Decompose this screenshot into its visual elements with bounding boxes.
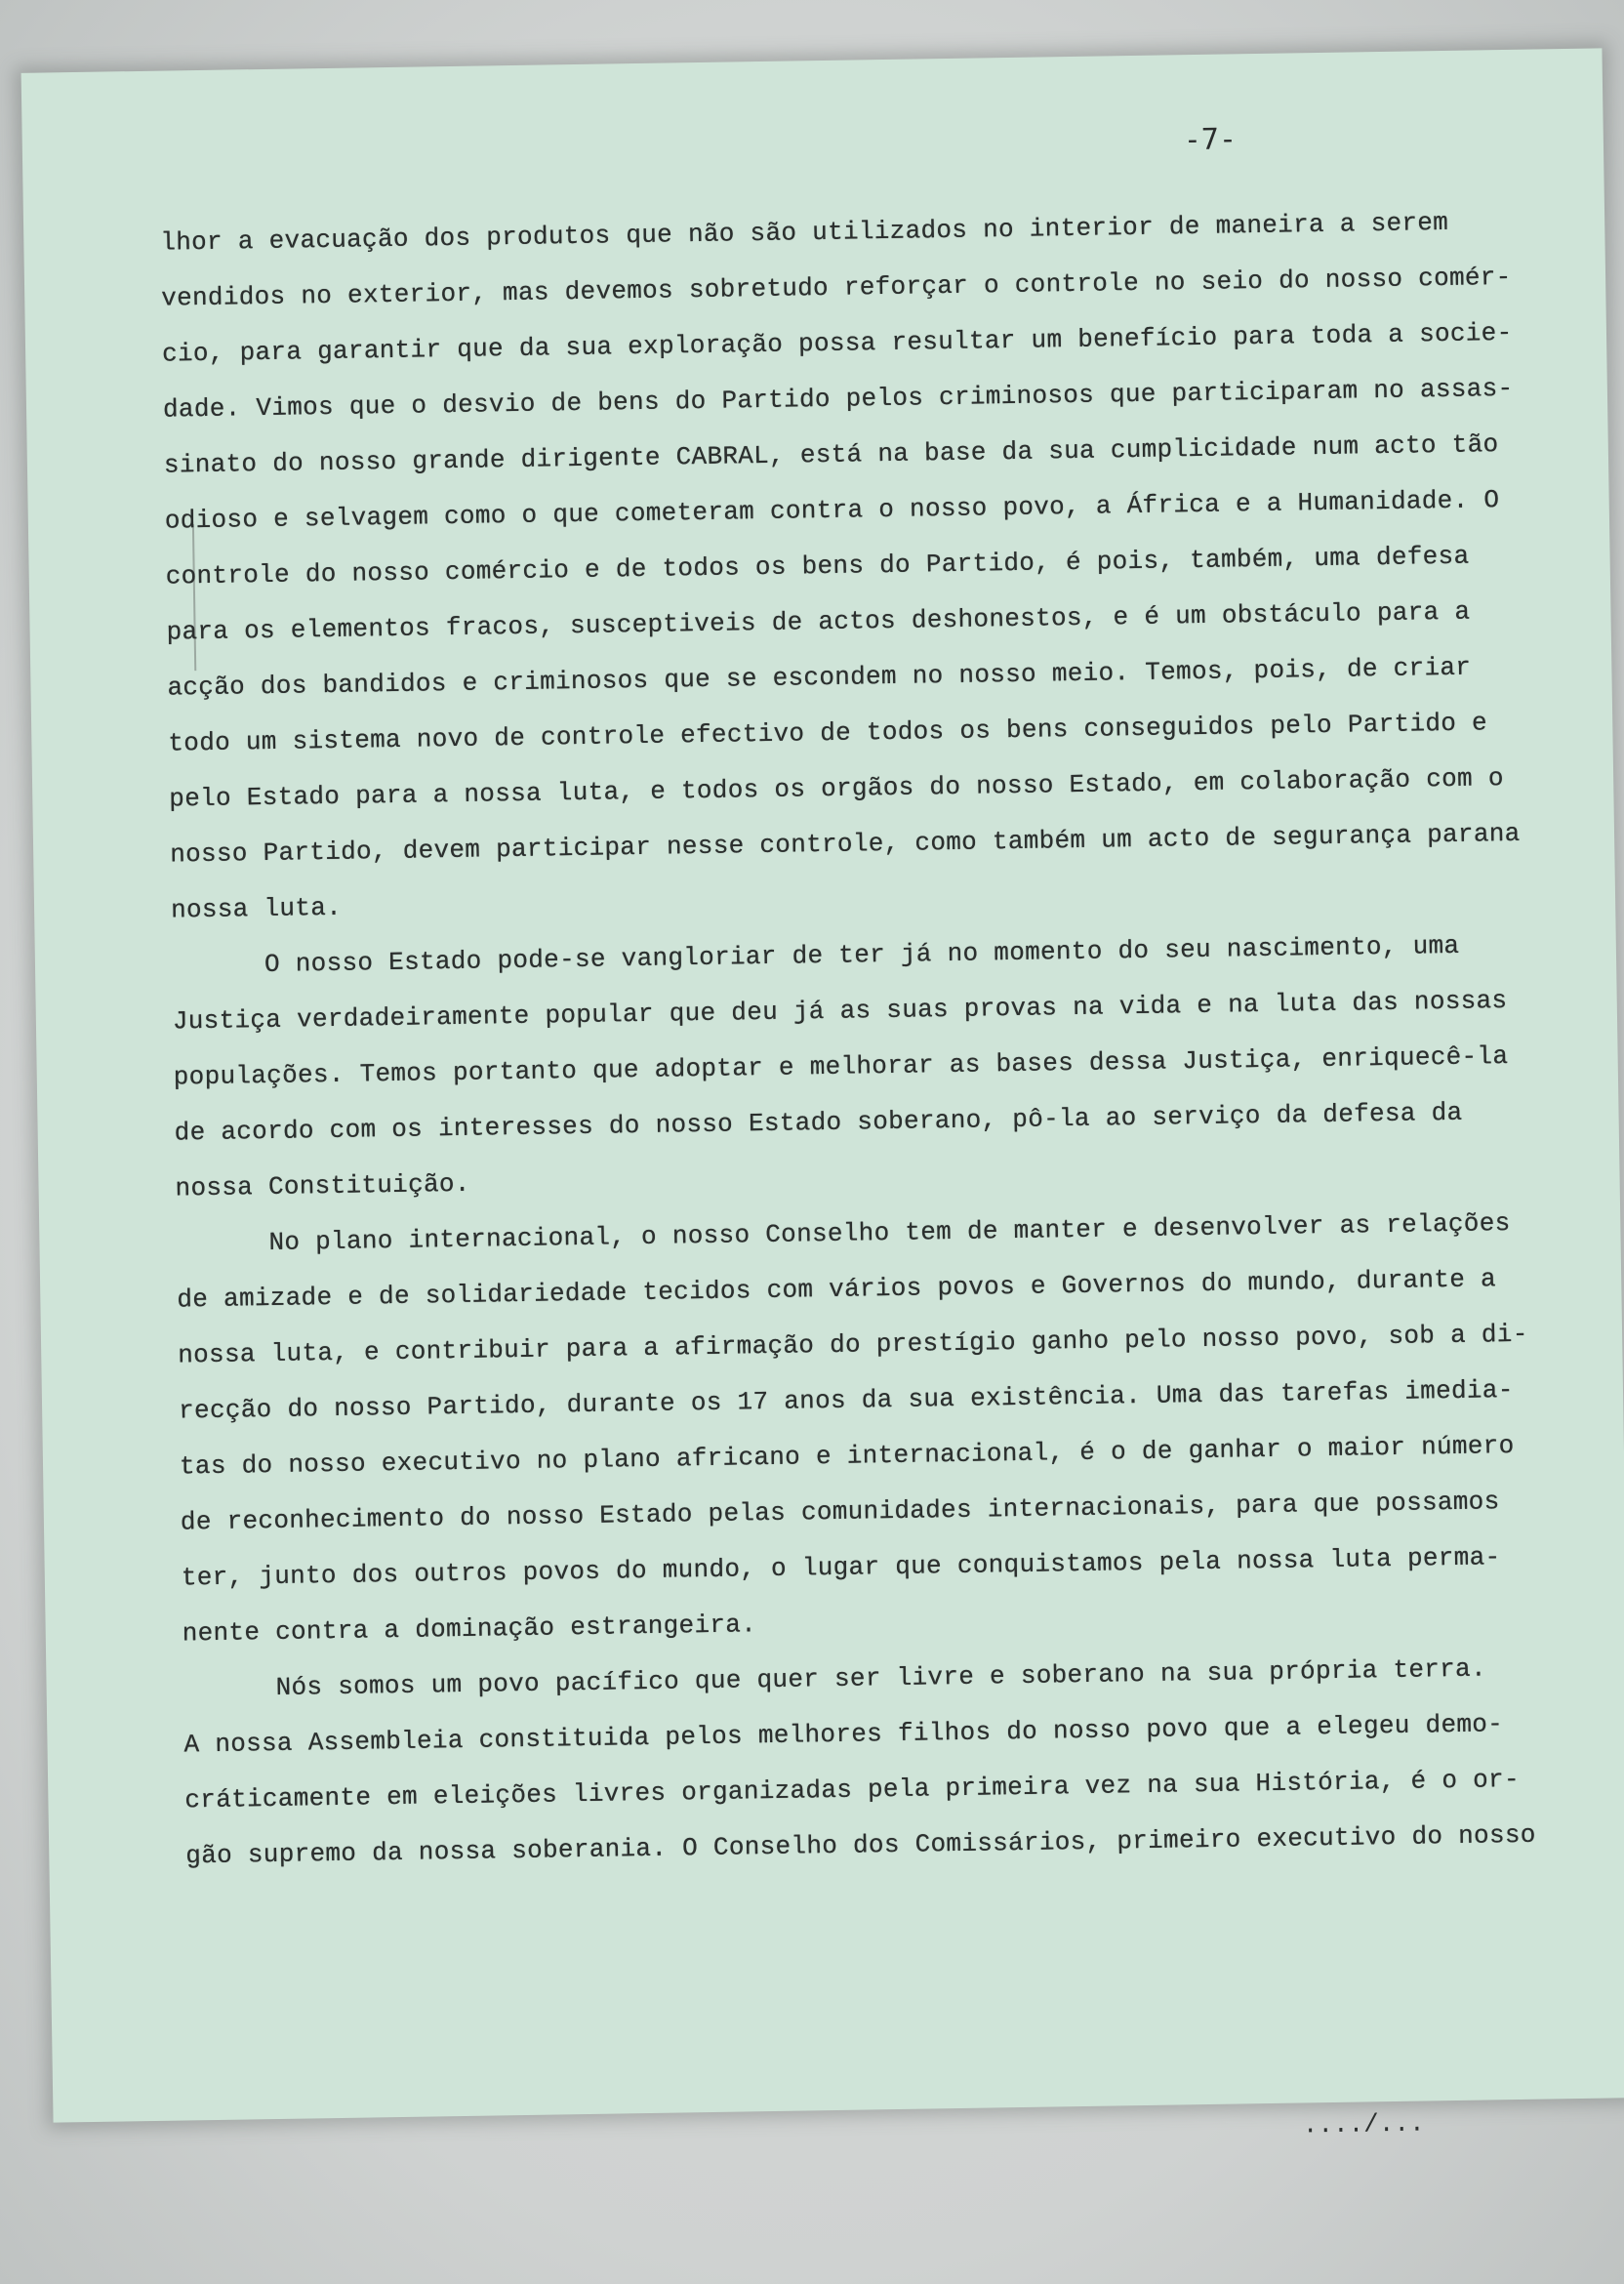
- text-line: nossa luta.: [170, 892, 343, 925]
- text-line: cio, para garantir que da sua exploração possa resultar um benefício para toda a socie-: [161, 317, 1513, 369]
- text-line: de amizade e de solidariedade tecidos com vários povos e Governos do mundo, durante a: [177, 1264, 1497, 1315]
- text-line: A nossa Assembleia constituida pelos melhores filhos do nosso povo que a elegeu demo-: [183, 1709, 1504, 1760]
- document-body: [160, 193, 1592, 1884]
- paragraph-start-line: O nosso Estado pode-se vangloriar de ter já no momento do seu nascimento, uma: [264, 930, 1460, 980]
- text-line: de reconhecimento do nosso Estado pelas comunidades internacionais, para que possamos: [180, 1487, 1500, 1537]
- text-line: de acordo com os interesses do nosso Estado soberano, pô-la ao serviço da defesa da: [174, 1097, 1463, 1148]
- text-line: ter, junto dos outros povos do mundo, o lugar que conquistamos pela nossa luta perma-: [181, 1542, 1501, 1593]
- text-line: todo um sistema novo de controle efectivo de todos os bens conseguidos pelo Partido e: [168, 708, 1488, 758]
- text-line: tas do nosso executivo no plano africano e internacional, é o de ganhar o maior número: [179, 1430, 1515, 1482]
- text-line: acção dos bandidos e criminosos que se escondem no nosso meio. Temos, pois, de criar: [167, 652, 1472, 703]
- text-line: nente contra a dominação estrangeira.: [182, 1610, 757, 1649]
- page-number: -7-: [1183, 122, 1238, 158]
- text-line: nossa luta, e contribuir para a afirmação do prestígio ganho pelo nosso povo, sob a di-: [178, 1319, 1528, 1370]
- text-line: nosso Partido, devem participar nesse controle, como também um acto de segurança parana: [169, 818, 1521, 870]
- text-line: sinato do nosso grande dirigente CABRAL, está na base da sua cumplicidade num acto tão: [163, 429, 1499, 480]
- text-line: dade. Vimos que o desvio de bens do Partido pelos criminosos que participaram no assas-: [162, 373, 1514, 425]
- text-line: pelo Estado para a nossa luta, e todos os orgãos do nosso Estado, em colaboração com o: [169, 763, 1504, 814]
- document-page: [21, 48, 1624, 2141]
- text-line: controle do nosso comércio e de todos os bens do Partido, é pois, também, uma defesa: [165, 541, 1470, 591]
- paragraph-start-line: Nós somos um povo pacífico que quer ser livre e soberano na sua própria terra.: [275, 1653, 1487, 1702]
- text-line: cráticamente em eleições livres organizadas pela primeira vez na sua História, é o or-: [184, 1764, 1521, 1815]
- text-line: vendidos no exterior, mas devemos sobretudo reforçar o controle no seio do nosso comér-: [161, 262, 1512, 313]
- text-line: gão supremo da nossa soberania. O Conselho dos Comissários, primeiro executivo do nosso: [185, 1819, 1536, 1871]
- text-line: nossa Constituição.: [175, 1168, 470, 1203]
- text-line: recção do nosso Partido, durante os 17 anos da sua existência. Uma das tarefas imedia-: [178, 1375, 1514, 1426]
- text-line: odioso e selvagem como o que cometeram contra o nosso povo, a África e a Humanidade. O: [164, 485, 1500, 536]
- text-line: Justiça verdadeiramente popular que deu já as suas provas na vida e na luta das nossas: [172, 986, 1508, 1037]
- text-line: para os elementos fracos, susceptiveis de actos deshonestos, e é um obstáculo para a: [166, 596, 1471, 647]
- continuation-mark: ..../...: [1302, 2108, 1425, 2141]
- text-line: populações. Temos portanto que adoptar e melhorar as bases dessa Justiça, enriquecê-la: [173, 1041, 1509, 1092]
- paragraph-start-line: No plano internacional, o nosso Conselho tem de manter e desenvolver as relações: [268, 1208, 1511, 1258]
- text-line: lhor a evacuação dos produtos que não são utilizados no interior de maneira a serem: [160, 207, 1449, 258]
